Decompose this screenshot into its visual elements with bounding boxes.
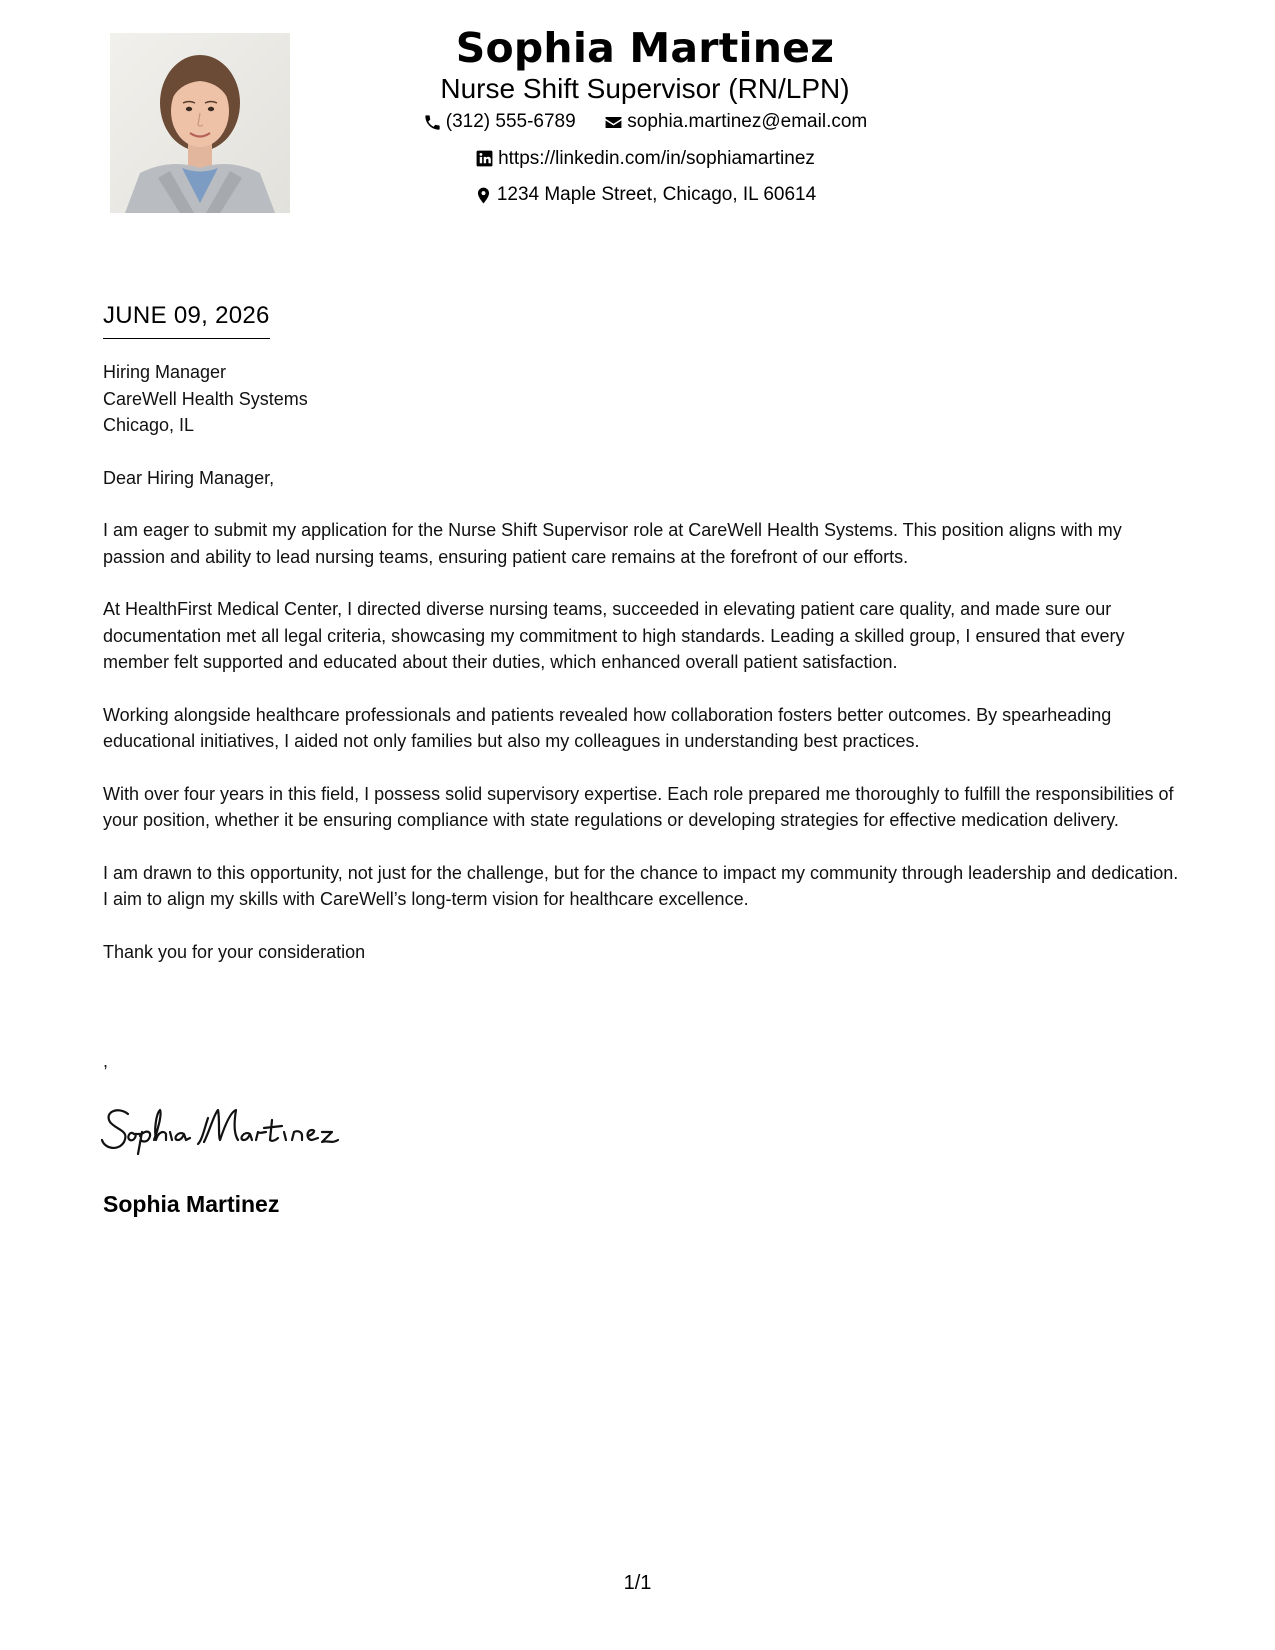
handwritten-signature <box>100 1100 370 1158</box>
letter-body <box>103 359 1183 965</box>
linkedin-url: https://linkedin.com/in/sophiamartinez <box>498 147 815 169</box>
closing-comma: , <box>103 1051 109 1071</box>
contact-line-linkedin <box>380 143 910 180</box>
page-number: 1/1 <box>623 1572 652 1594</box>
letter-header <box>380 22 910 216</box>
applicant-name: Sophia Martinez <box>455 24 835 72</box>
body-paragraph: With over four years in this field, I possess solid supervisory expertise. Each role prepared me thoroughly to fulfill the responsibilities of your position, whether it be ensuring compliance with state regulations or developing strategies for effective medication delivery. <box>103 783 1174 830</box>
linkedin-contact[interactable] <box>475 143 815 175</box>
salutation: Dear Hiring Manager, <box>103 467 275 488</box>
body-paragraph: I am eager to submit my application for the Nurse Shift Supervisor role at CareWell Health Systems. This position aligns with my passion and ability to lead nursing teams, ensuring patient care remains at the forefront of our efforts. <box>103 520 1122 567</box>
body-paragraph: I am drawn to this opportunity, not just for the challenge, but for the chance to impact my community through leadership and dedication. I aim to align my skills with CareWell’s long-term vision for healthcare excellence. <box>103 862 1179 909</box>
email-contact[interactable] <box>604 106 867 138</box>
street-address: 1234 Maple Street, Chicago, IL 60614 <box>496 184 817 205</box>
phone-icon <box>423 113 442 132</box>
email-address: sophia.martinez@email.com <box>627 111 868 132</box>
recipient-block <box>103 359 1183 439</box>
closing-line: Thank you for your consideration <box>103 941 366 962</box>
contact-line-address <box>380 179 910 216</box>
phone-number: (312) 555-6789 <box>445 111 576 132</box>
body-paragraph: Working alongside healthcare professionals and patients revealed how collaboration fosters better outcomes. By spearheading educational initiatives, I aided not only families but also my colleagues in understanding best practices. <box>103 704 1112 751</box>
body-paragraph: At HealthFirst Medical Center, I directed diverse nursing teams, succeeded in elevating patient care quality, and made sure our documentation met all legal criteria, showcasing my commitment to high standards. Leading a skilled group, I ensured that every member felt supported and educated about their duties, which enhanced overall patient satisfaction. <box>103 599 1125 672</box>
address-contact <box>474 179 816 211</box>
profile-photo <box>110 33 290 213</box>
envelope-icon <box>604 113 623 132</box>
recipient-line: Hiring Manager <box>103 362 227 382</box>
letter-date: JUNE 09, 2026 <box>103 300 270 339</box>
recipient-line: CareWell Health Systems <box>103 388 308 409</box>
linkedin-icon <box>475 149 494 168</box>
map-pin-icon <box>474 186 493 205</box>
signer-name: Sophia Martinez <box>103 1191 280 1217</box>
contact-line-phone-email <box>380 106 910 143</box>
job-title: Nurse Shift Supervisor (RN/LPN) <box>440 73 850 104</box>
phone-contact[interactable] <box>423 106 576 138</box>
recipient-line: Chicago, IL <box>103 415 195 435</box>
